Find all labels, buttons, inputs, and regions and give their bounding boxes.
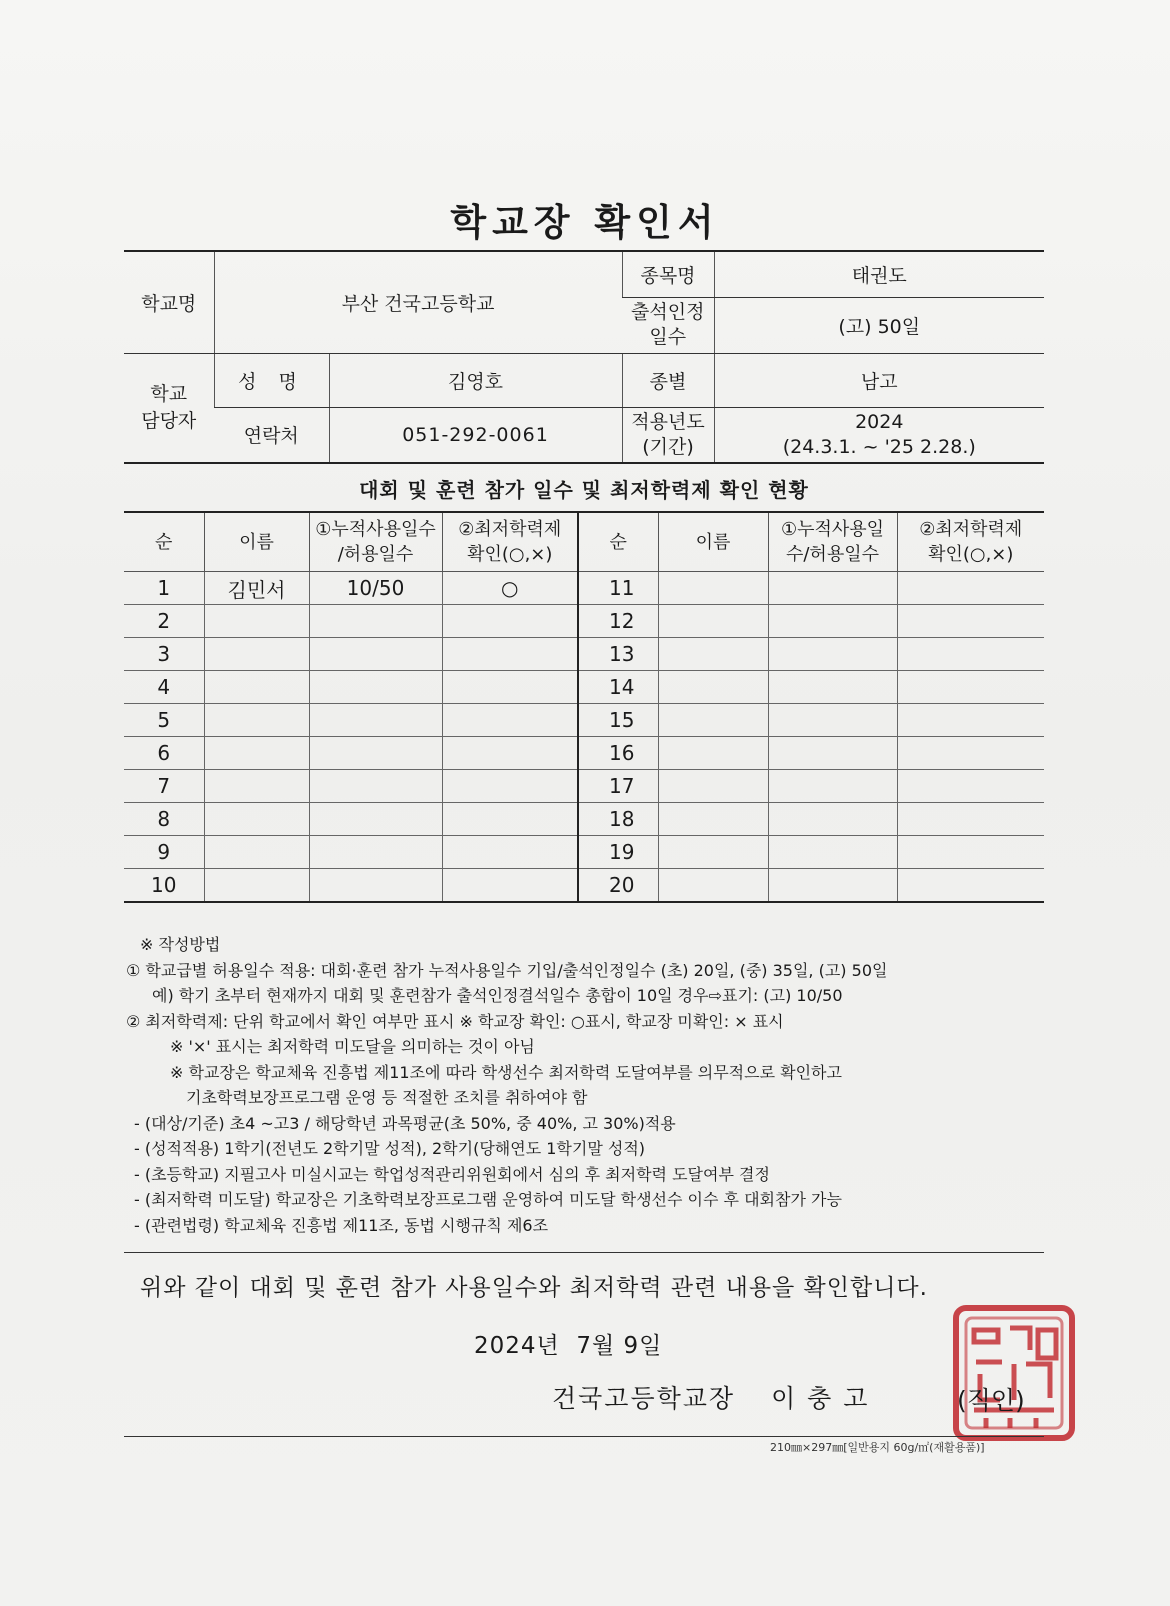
row-name-left [204, 803, 309, 836]
header-days-right-line2: 수/허용일수 [785, 544, 879, 565]
row-number-left: 10 [124, 869, 204, 903]
header-check-line2: 확인(○,×) [467, 544, 553, 565]
confirmation-statement: 위와 같이 대회 및 훈련 참가 사용일수와 최저학력 관련 내용을 확인합니다. [140, 1275, 928, 1301]
year-label [622, 407, 714, 463]
row-name-left [204, 671, 309, 704]
attendance-days-label [622, 297, 714, 353]
manager-label [124, 353, 214, 463]
row-days-right [768, 605, 897, 638]
row-number-left: 4 [124, 671, 204, 704]
row-days-right [768, 869, 897, 903]
row-number-right: 12 [578, 605, 658, 638]
header-check [442, 512, 578, 572]
row-check-right [897, 572, 1044, 605]
header-seq: 순 [124, 512, 204, 572]
contact-label: 연락처 [214, 407, 329, 463]
manager-label-line2: 담당자 [141, 409, 197, 432]
sport-value: 태권도 [714, 251, 1044, 297]
row-number-right: 15 [578, 704, 658, 737]
table-row [124, 605, 1044, 638]
row-check-right [897, 737, 1044, 770]
signer-name: 이 충 고 [771, 1384, 870, 1413]
row-name-left [204, 770, 309, 803]
note-1a: ① 학교급별 허용일수 적용: 대회·훈련 참가 누적사용일수 기입/출석인정일수 (초) 20일, (중) 35일, (고) 50일 [126, 960, 888, 980]
header-days-line1: ①누적사용일수 [315, 519, 436, 540]
year-label-line2: (기간) [642, 435, 694, 458]
row-days-right [768, 704, 897, 737]
row-number-right: 14 [578, 671, 658, 704]
row-days-left [309, 770, 442, 803]
section-title: 대회 및 훈련 참가 일수 및 최저학력제 확인 현황 [359, 478, 809, 502]
row-days-right [768, 770, 897, 803]
row-check-right [897, 869, 1044, 903]
row-name-left [204, 869, 309, 903]
row-number-left: 7 [124, 770, 204, 803]
row-check-left [442, 803, 578, 836]
name-label: 성 명 [214, 353, 329, 407]
type-label: 종별 [622, 353, 714, 407]
row-name-left [204, 704, 309, 737]
table-row [124, 737, 1044, 770]
issue-date: 2024년 7월 9일 [474, 1333, 663, 1359]
row-number-left: 3 [124, 638, 204, 671]
row-days-right [768, 638, 897, 671]
row-check-left [442, 671, 578, 704]
type-value: 남고 [714, 353, 1044, 407]
year-value-line2: (24.3.1. ~ '25 2.28.) [782, 435, 976, 458]
signer-org: 건국고등학교장 [552, 1384, 736, 1413]
row-check-left [442, 737, 578, 770]
row-check-left [442, 836, 578, 869]
divider-bottom [124, 1436, 1044, 1437]
table-row [124, 803, 1044, 836]
header-check-right-line1: ②최저학력제 [919, 519, 1023, 540]
row-name-right [658, 605, 768, 638]
row-name-left [204, 605, 309, 638]
header-check-right [897, 512, 1044, 572]
row-name-left [204, 836, 309, 869]
detail-4: - (최저학력 미도달) 학교장은 기초학력보장프로그램 운영하여 미도달 학생선수 이수 후 대회참가 가능 [134, 1190, 842, 1209]
table-row [124, 572, 1044, 605]
table-row [124, 770, 1044, 803]
row-name-right [658, 671, 768, 704]
header-days-line2: /허용일수 [337, 544, 414, 565]
row-days-right [768, 572, 897, 605]
note-2b: ※ '×' 표시는 최저학력 미도달을 의미하는 것이 아님 [170, 1037, 535, 1056]
row-number-right: 17 [578, 770, 658, 803]
participation-table [124, 511, 1044, 903]
row-check-right [897, 671, 1044, 704]
row-days-right [768, 803, 897, 836]
note-2a: ② 최저학력제: 단위 학교에서 확인 여부만 표시 ※ 학교장 확인: ○표시, 학교장 미확인: × 표시 [126, 1011, 784, 1031]
participation-table-body [124, 572, 1044, 903]
row-name-right [658, 638, 768, 671]
table-row [124, 638, 1044, 671]
row-number-left: 5 [124, 704, 204, 737]
row-check-right [897, 770, 1044, 803]
instructions-heading: ※ 작성방법 [140, 935, 221, 954]
row-check-right [897, 605, 1044, 638]
school-name-label: 학교명 [124, 251, 214, 353]
row-check-left [442, 605, 578, 638]
seal-label: (직인) [957, 1386, 1025, 1415]
header-days-right [768, 512, 897, 572]
attendance-days-label-line1: 출석인정 [631, 301, 705, 323]
row-number-left: 6 [124, 737, 204, 770]
note-2d: 기초학력보장프로그램 운영 등 적절한 조치를 취하여야 함 [186, 1088, 588, 1107]
row-days-left: 10/50 [309, 572, 442, 605]
row-name-left [204, 638, 309, 671]
year-label-line1: 적용년도 [631, 410, 705, 433]
header-days [309, 512, 442, 572]
header-check-right-line2: 확인(○,×) [928, 544, 1014, 565]
table-row [124, 836, 1044, 869]
row-check-left [442, 770, 578, 803]
row-check-left [442, 638, 578, 671]
header-check-line1: ②최저학력제 [458, 519, 562, 540]
row-days-left [309, 671, 442, 704]
row-name-right [658, 836, 768, 869]
table-row [124, 869, 1044, 903]
row-number-left: 1 [124, 572, 204, 605]
row-name-right [658, 770, 768, 803]
row-number-left: 8 [124, 803, 204, 836]
row-check-left: ○ [442, 572, 578, 605]
header-name-right: 이름 [658, 512, 768, 572]
name-value: 김영호 [329, 353, 622, 407]
row-check-right [897, 704, 1044, 737]
row-name-right [658, 572, 768, 605]
row-check-right [897, 803, 1044, 836]
header-seq-right: 순 [578, 512, 658, 572]
row-days-left [309, 638, 442, 671]
attendance-days-value: (고) 50일 [714, 297, 1044, 353]
official-seal-stamp [950, 1302, 1078, 1444]
row-name-right [658, 704, 768, 737]
header-days-right-line1: ①누적사용일 [780, 519, 885, 540]
row-name-right [658, 869, 768, 903]
row-days-left [309, 704, 442, 737]
note-1b: 예) 학기 초부터 현재까지 대회 및 훈련참가 출석인정결석일수 총합이 10일 경우⇨표기: (고) 10/50 [152, 986, 843, 1005]
row-check-right [897, 836, 1044, 869]
document-title: 학교장 확인서 [450, 201, 720, 244]
instructions [126, 932, 1060, 1238]
row-number-left: 2 [124, 605, 204, 638]
row-name-left [204, 737, 309, 770]
year-value [714, 407, 1044, 463]
detail-2: - (성적적용) 1학기(전년도 2학기말 성적), 2학기(당해연도 1학기말 성적) [134, 1139, 646, 1158]
row-number-right: 19 [578, 836, 658, 869]
row-number-right: 18 [578, 803, 658, 836]
row-days-left [309, 605, 442, 638]
table-row [124, 671, 1044, 704]
row-days-left [309, 803, 442, 836]
row-days-right [768, 671, 897, 704]
table-row [124, 704, 1044, 737]
row-check-right [897, 638, 1044, 671]
detail-1: - (대상/기준) 초4 ~고3 / 해당학년 과목평균(초 50%, 중 40%, 고 30%)적용 [134, 1113, 676, 1133]
row-days-left [309, 869, 442, 903]
manager-label-line1: 학교 [150, 382, 188, 405]
row-name-right [658, 803, 768, 836]
school-info-table [124, 250, 1044, 464]
divider-top [124, 1252, 1044, 1253]
row-days-left [309, 737, 442, 770]
row-number-right: 16 [578, 737, 658, 770]
row-number-right: 20 [578, 869, 658, 903]
row-days-right [768, 836, 897, 869]
row-number-right: 11 [578, 572, 658, 605]
row-number-left: 9 [124, 836, 204, 869]
row-check-left [442, 869, 578, 903]
row-check-left [442, 704, 578, 737]
detail-3: - (초등학교) 지필고사 미실시교는 학업성적관리위원회에서 심의 후 최저학력 도달여부 결정 [134, 1164, 770, 1184]
row-days-right [768, 737, 897, 770]
school-name-value: 부산 건국고등학교 [214, 251, 622, 353]
year-value-line1: 2024 [855, 410, 904, 433]
signer [552, 1379, 869, 1415]
row-name-left: 김민서 [204, 572, 309, 605]
row-days-left [309, 836, 442, 869]
note-2c: ※ 학교장은 학교체육 진흥법 제11조에 따라 학생선수 최저학력 도달여부를 의무적으로 확인하고 [170, 1062, 842, 1082]
row-number-right: 13 [578, 638, 658, 671]
contact-value: 051-292-0061 [329, 407, 622, 463]
header-name: 이름 [204, 512, 309, 572]
sport-label: 종목명 [622, 251, 714, 297]
detail-5: - (관련법령) 학교체육 진흥법 제11조, 동법 시행규칙 제6조 [134, 1215, 549, 1235]
paper-spec-footer: 210㎜×297㎜[일반용지 60g/㎡(재활용품)] [770, 1441, 985, 1454]
attendance-days-label-line2: 일수 [649, 326, 687, 348]
row-name-right [658, 737, 768, 770]
